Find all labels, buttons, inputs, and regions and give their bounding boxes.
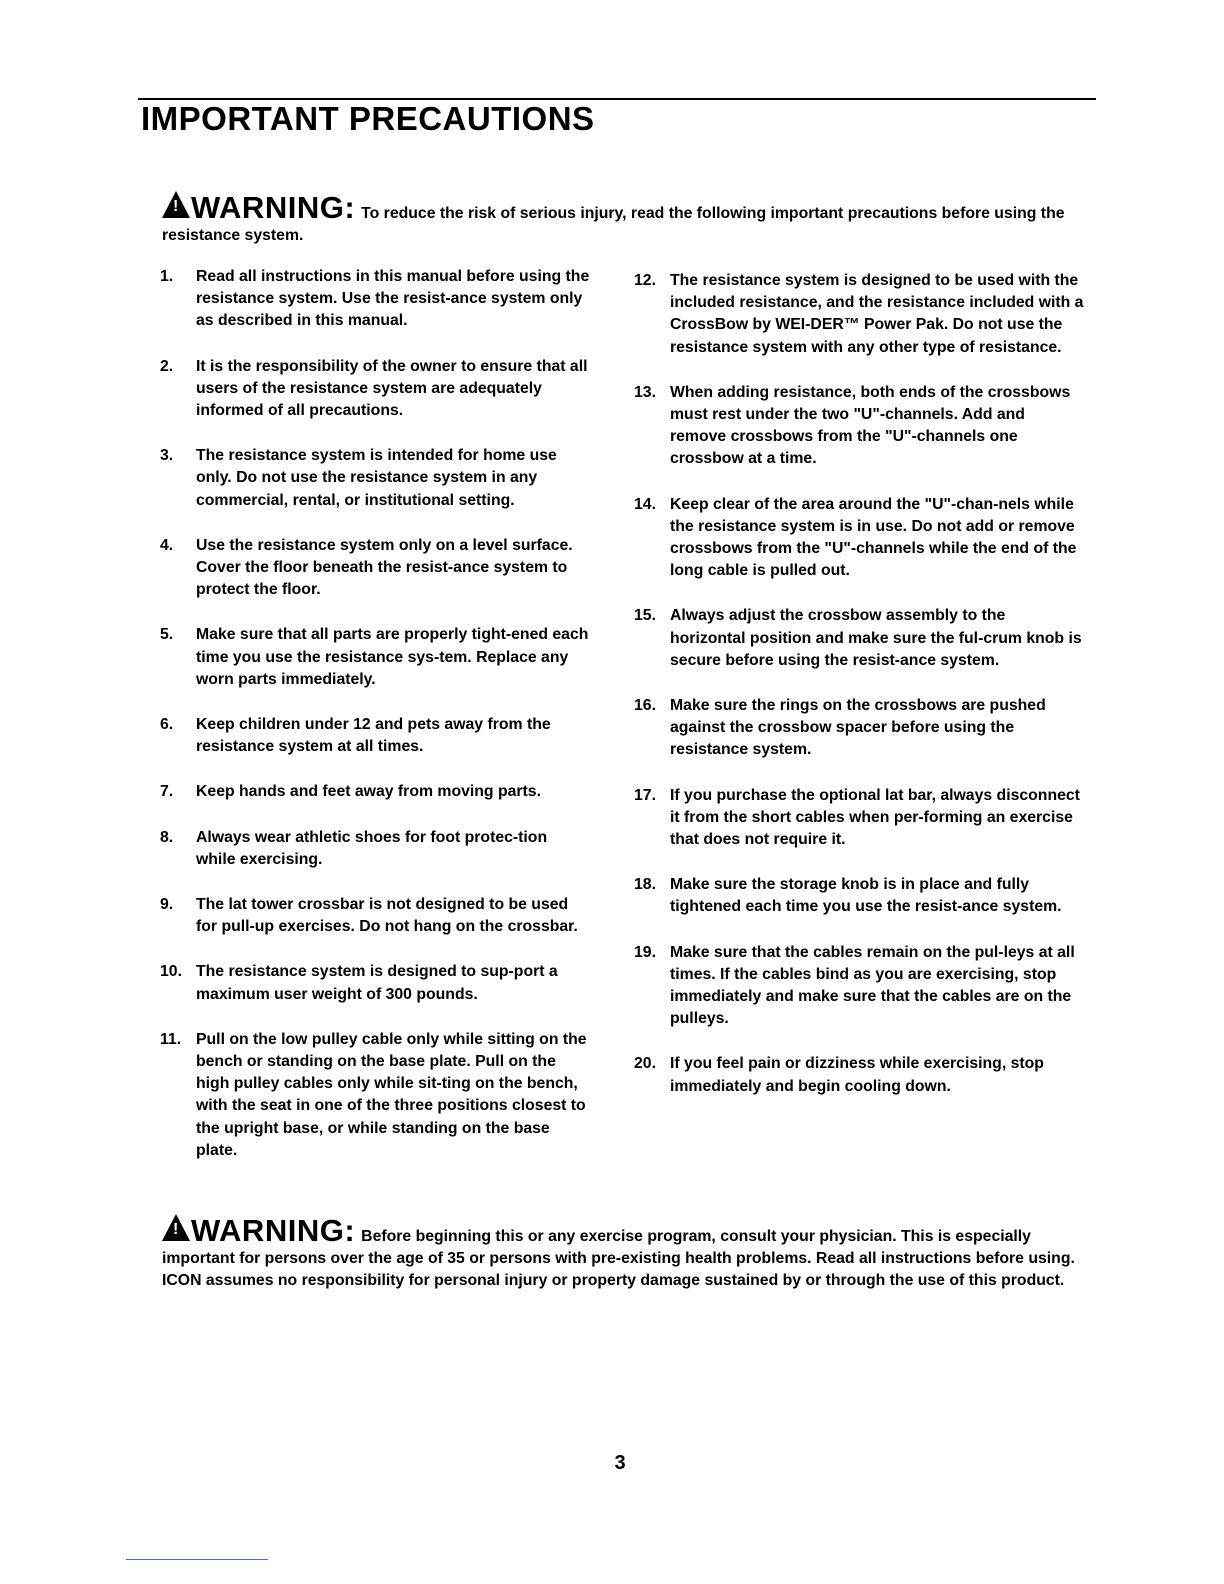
warning-bottom bbox=[162, 1214, 1087, 1292]
warning-text: Before beginning this or any exercise program, consult your physician. This is especially important for persons over the age of 35 or persons with pre-existing health problems. Read all instructions before using. ICON assumes no responsibility for personal injury or property damage sustained by or through the use of this product. bbox=[162, 1228, 1075, 1289]
warning-triangle-icon bbox=[162, 191, 190, 218]
precaution-item bbox=[160, 266, 590, 333]
precaution-item bbox=[160, 624, 590, 691]
precaution-item bbox=[160, 781, 590, 803]
precaution-item bbox=[634, 942, 1084, 1031]
precaution-number: 19. bbox=[634, 943, 656, 961]
precaution-number: 8. bbox=[160, 828, 174, 846]
footer-rule bbox=[126, 1559, 268, 1560]
precaution-item bbox=[634, 874, 1084, 918]
precaution-item bbox=[160, 714, 590, 758]
precaution-text: Pull on the low pulley cable only while sitting on the bench or standing on the base plate. Pull on the high pulley cables only while sit-ting on the bench, with the seat in one of the three positions closest to the upright base, or while standing on the base plate. bbox=[196, 1030, 587, 1159]
precaution-item bbox=[160, 356, 590, 423]
precautions-left-column bbox=[160, 266, 590, 1185]
precaution-text: The resistance system is intended for home use only. Do not use the resistance system in any commercial, rental, or institutional setting. bbox=[196, 447, 557, 509]
precaution-number: 7. bbox=[160, 783, 174, 801]
warning-top bbox=[162, 191, 1087, 247]
precaution-text: When adding resistance, both ends of the crossbows must rest under the two "U"-channels. Add and remove crossbows from the "U"-channels one crossbow at a time. bbox=[670, 383, 1071, 468]
page-title: IMPORTANT PRECAUTIONS bbox=[141, 100, 595, 137]
precaution-text: Make sure the storage knob is in place and fully tightened each time you use the resist-ance system. bbox=[670, 876, 1062, 916]
precaution-text: The resistance system is designed to be used with the included resistance, and the resistance included with a CrossBow by WEI-DER™ Power Pak. Do not use the resistance system with any other type of resistance. bbox=[670, 272, 1084, 356]
precaution-text: Read all instructions in this manual before using the resistance system. Use the resist-ance system only as described in this manual. bbox=[196, 268, 590, 330]
precaution-text: Keep hands and feet away from moving parts. bbox=[196, 783, 541, 801]
precaution-item bbox=[634, 382, 1084, 471]
precaution-item bbox=[160, 445, 590, 512]
precaution-item bbox=[160, 961, 590, 1005]
precaution-text: It is the responsibility of the owner to ensure that all users of the resistance system are adequately informed of all precautions. bbox=[196, 357, 588, 420]
precaution-number: 9. bbox=[160, 896, 174, 914]
precaution-number: 6. bbox=[160, 716, 174, 734]
precaution-text: Always wear athletic shoes for foot protec-tion while exercising. bbox=[196, 828, 548, 868]
precaution-item bbox=[160, 535, 590, 602]
precaution-text: Make sure the rings on the crossbows are pushed against the crossbow spacer before using the resistance system. bbox=[670, 697, 1046, 759]
precaution-number: 17. bbox=[634, 786, 656, 804]
precaution-number: 3. bbox=[160, 447, 174, 465]
warning-label: WARNING: bbox=[191, 1213, 356, 1248]
precaution-number: 14. bbox=[634, 495, 656, 513]
precaution-number: 11. bbox=[160, 1030, 182, 1048]
precaution-item bbox=[634, 1053, 1084, 1097]
precaution-item bbox=[160, 894, 590, 938]
precaution-number: 4. bbox=[160, 536, 174, 554]
precaution-number: 18. bbox=[634, 876, 656, 894]
precaution-item bbox=[634, 785, 1084, 852]
precaution-number: 15. bbox=[634, 607, 656, 625]
precaution-number: 13. bbox=[634, 383, 656, 401]
precaution-number: 10. bbox=[160, 963, 182, 981]
precaution-number: 5. bbox=[160, 626, 174, 644]
precaution-item bbox=[634, 695, 1084, 762]
precaution-item bbox=[634, 605, 1084, 672]
precaution-text: If you purchase the optional lat bar, always disconnect it from the short cables when per-forming an exercise that does not require it. bbox=[670, 786, 1080, 849]
precaution-text: Keep clear of the area around the "U"-chan-nels while the resistance system is in use. Do not add or remove crossbows from the "U"-channels while the end of the long cable is pulled out. bbox=[670, 495, 1077, 580]
warning-triangle-icon bbox=[162, 1214, 190, 1241]
precaution-text: Always adjust the crossbow assembly to the horizontal position and make sure the ful-crum knob is secure before using the resist-ance system. bbox=[670, 607, 1082, 669]
warning-text: To reduce the risk of serious injury, read the following important precautions before using the resistance system. bbox=[162, 205, 1065, 244]
precaution-item bbox=[634, 494, 1084, 583]
precaution-item bbox=[160, 1029, 590, 1162]
precaution-text: Keep children under 12 and pets away from the resistance system at all times. bbox=[196, 716, 551, 756]
page-number: 3 bbox=[614, 1452, 626, 1474]
precaution-number: 20. bbox=[634, 1055, 656, 1073]
precaution-item bbox=[634, 270, 1084, 359]
precaution-number: 16. bbox=[634, 697, 656, 715]
precaution-text: The resistance system is designed to sup-port a maximum user weight of 300 pounds. bbox=[196, 963, 558, 1003]
precaution-number: 12. bbox=[634, 272, 656, 289]
precaution-number: 2. bbox=[160, 357, 174, 375]
precaution-item bbox=[160, 827, 590, 871]
precautions-right-column bbox=[634, 270, 1084, 1121]
precaution-text: Make sure that all parts are properly tight-ened each time you use the resistance sys-tem. Replace any worn parts immediately. bbox=[196, 626, 589, 688]
precaution-number: 1. bbox=[160, 268, 174, 285]
precaution-text: If you feel pain or dizziness while exercising, stop immediately and begin cooling down. bbox=[670, 1055, 1044, 1095]
precaution-text: Use the resistance system only on a level surface. Cover the floor beneath the resist-ance system to protect the floor. bbox=[196, 536, 573, 599]
warning-label: WARNING: bbox=[191, 190, 356, 225]
precaution-text: The lat tower crossbar is not designed to be used for pull-up exercises. Do not hang on the crossbar. bbox=[196, 896, 578, 936]
precaution-text: Make sure that the cables remain on the pul-leys at all times. If the cables bind as you are exercising, stop immediately and make sure that the cables are on the pulleys. bbox=[670, 943, 1075, 1028]
